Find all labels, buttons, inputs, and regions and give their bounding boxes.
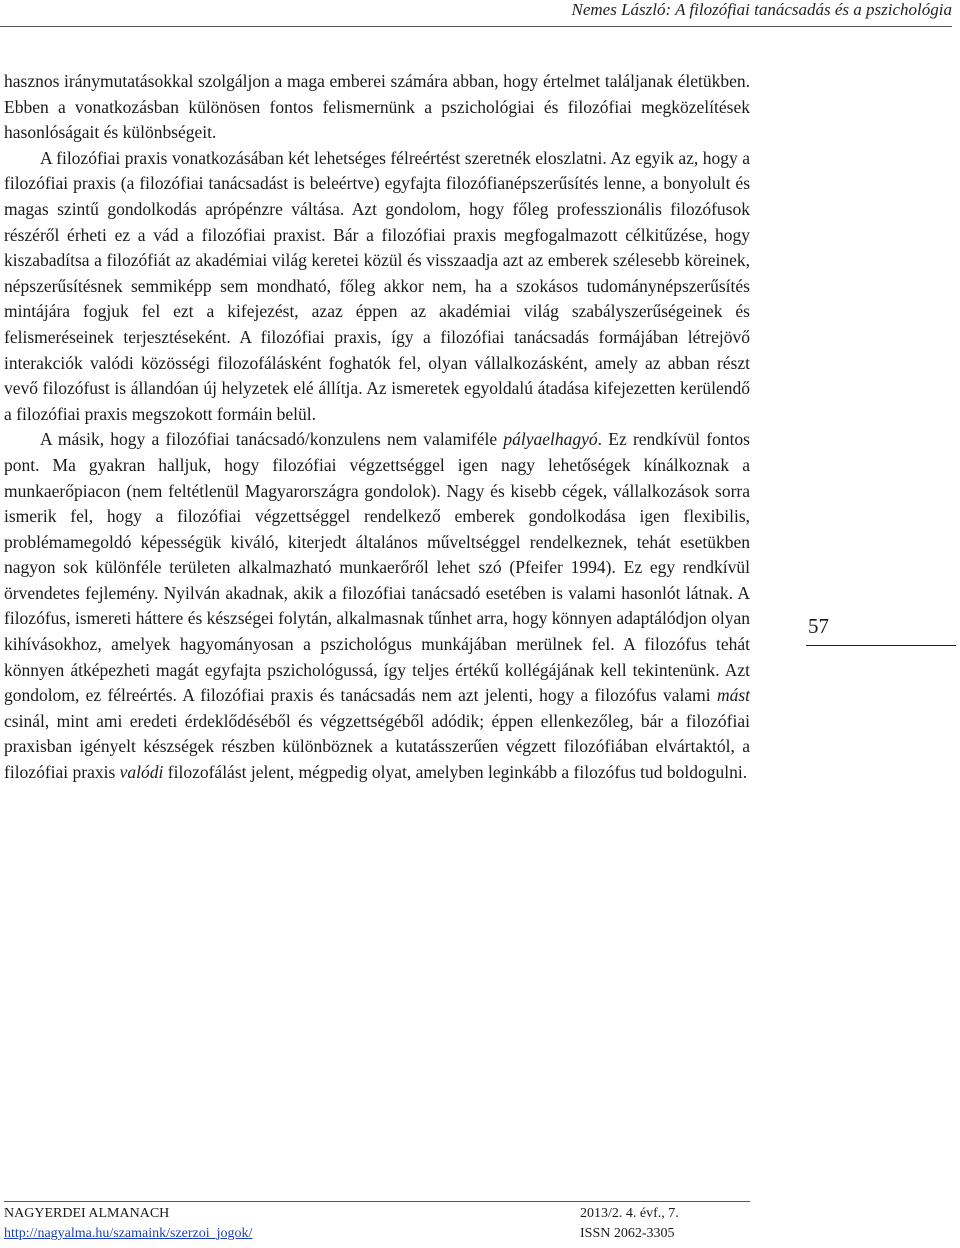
running-header	[0, 0, 960, 30]
paragraph-first-misunderstanding: A filozófiai praxis vonatkozásában két lehetséges félreértést szeretnék eloszlatni. Az egyik az, hogy a filozófiai praxis (a filozófiai tanácsadást is beleértve) egyfajta filozófianépszerűsítés lenne, a bonyolult és magas szintű gondolkodás aprópénzre váltása. Azt gondolom, hogy főleg professzionális filozófusok részéről érheti ez a vád a filozófiai praxist. Bár a filozófiai praxis megfogalmazott célkitűzése, hogy kiszabadítsa a filozófiát az akadémiai világ keretei közül és visszaadja azt az emberek szélesebb köreinek, népszerűsítésnek semmiképp sem mondható, főleg akkor nem, ha a szokásos tudománynépszerűsítés mintájára fogjuk fel ezt a kifejezést, azaz éppen az akadémiai világ szabályszerűségeinek és felismeréseinek terjesztéseként. A filozófiai praxis, így a filozófiai tanácsadás formájában létrejövő interakciók valódi közösségi filozofálásként foghatók fel, olyan vállalkozásként, amely az abban részt vevő filozófust is állandóan új helyzetek elé állítja. Az ismeretek egyoldalú átadása kifejezetten kerülendő a filozófiai praxis megszokott formáin belül.	[4, 147, 750, 424]
text-run: filozofálást jelent, mégpedig olyat, amelyben leginkább a filozófus tud boldogulni.	[163, 762, 748, 783]
header-rule	[0, 26, 952, 27]
emphasis-valodi: valódi	[119, 762, 164, 783]
running-title: Nemes László: A filozófiai tanácsadás és a pszichológia	[571, 0, 952, 19]
copyright-link[interactable]: http://nagyalma.hu/szamaink/szerzoi_jogok/	[4, 1226, 253, 1241]
paragraph-continuation: hasznos iránymutatásokkal szolgáljon a maga emberei számára abban, hogy értelmet találjanak életükben. Ebben a vonatkozásban különösen fontos felismernünk a pszichológiai és filozófiai megközelítések hasonlóságait és különbségeit.	[4, 71, 750, 143]
journal-name: NAGYERDEI ALMANACH	[4, 1206, 170, 1221]
text-run: . Ez rendkívül fontos pont. Ma gyakran halljuk, hogy filozófiai végzettséggel igen nagy lehetőségek kínálkoznak a munkaerőpiacon (nem feltétlenül Magyarországra gondolok). Nagy és kisebb cégek, vállalkozások sorra ismerik fel, hogy a filozófiai végzettséggel rendelkező emberek gondolkodása igen flexibilis, problémamegoldó képességük kiváló, kiterjedt általános műveltséggel rendelkeznek, tehát esetükben nagyon sok különféle területen alkalmazható munkaerőről lehet szó (Pfeifer 1994). Ez egy rendkívül örvendetes fejlemény. Nyilván akadnak, akik a filozófiai tanácsadó esetében is valami hasonlót látnak. A filozófus, ismereti háttere és készségei folytán, alkalmasnak tűnhet arra, hogy könnyen adaptálódjon olyan kihívásokhoz, amelyek hagyományosan a pszichológus munkájában merülnek fel. A filozófus tehát könnyen átképezheti magát egyfajta pszichológussá, így teljes értékű kollégájának kell tekintenünk. Azt gondolom, ez félreértés. A filozófiai praxis és tanácsadás nem azt jelenti, hogy a filozófus valami	[4, 429, 750, 706]
text-run: A másik, hogy a filozófiai tanácsadó/konzulens nem valamiféle	[40, 429, 504, 450]
article-body	[4, 69, 750, 786]
paragraph-second-misunderstanding	[4, 427, 750, 785]
emphasis-mast: mást	[716, 685, 750, 706]
emphasis-palyaelhagyo: pályaelhagyó	[503, 429, 598, 450]
page-number: 57	[808, 614, 829, 638]
footer-rule	[4, 1201, 750, 1202]
issue-info: 2013/2. 4. évf., 7.	[580, 1206, 679, 1221]
page-number-rule	[806, 645, 956, 646]
text-run: csinál, mint ami eredeti érdeklődéséből és végzettségéből adódik; éppen ellenkezőleg, bár a filozófiai praxisban igényelt készségek részben különböznek a kutatásszerűen végzett filozófiában elvártaktól, a filozófiai praxis	[4, 710, 750, 783]
issn: ISSN 2062-3305	[580, 1226, 675, 1241]
